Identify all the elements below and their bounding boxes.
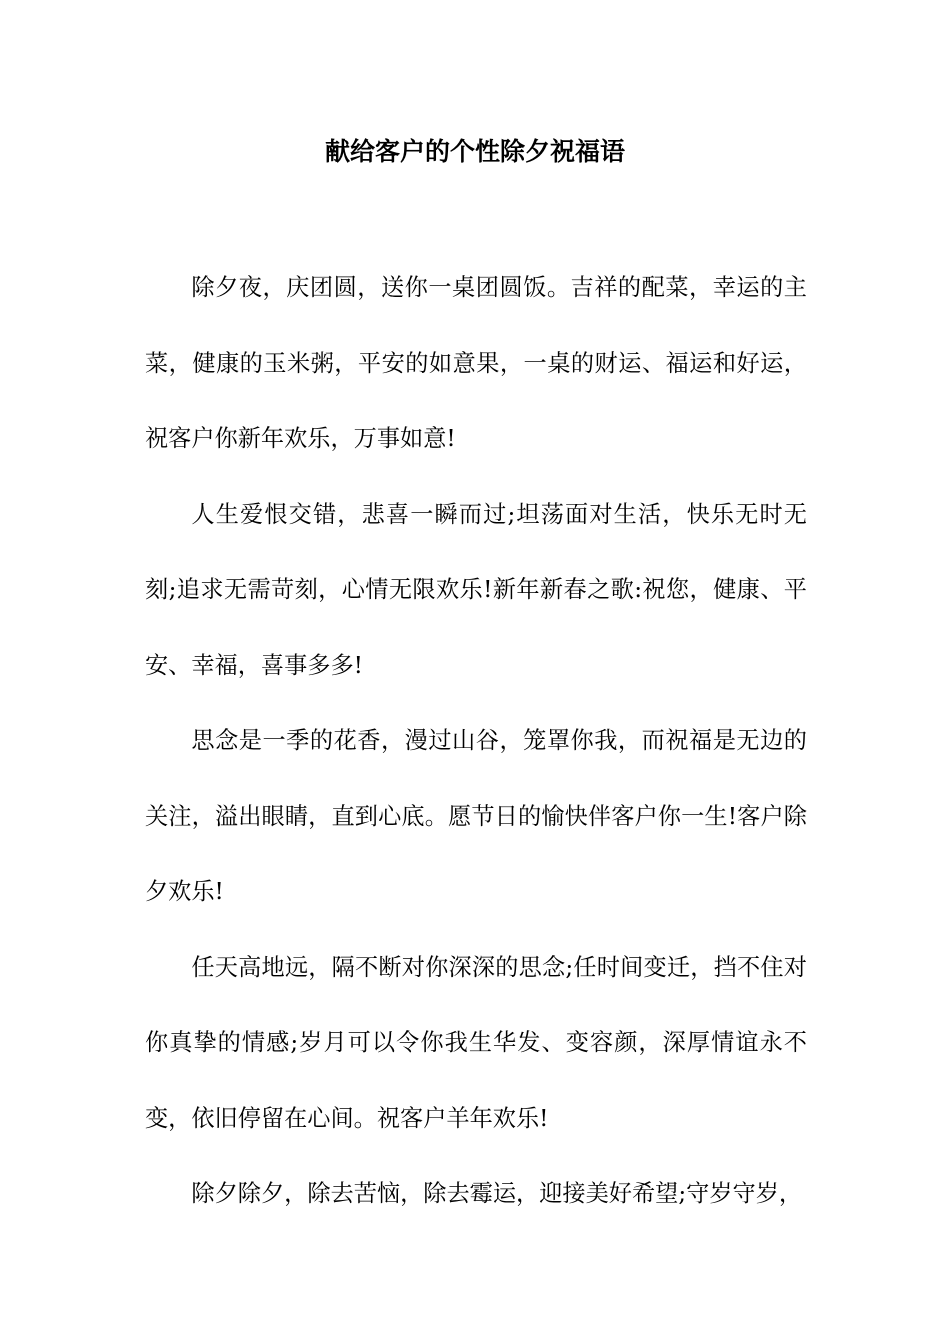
paragraph-3: 思念是一季的花香，漫过山谷，笼罩你我，而祝福是无边的关注，溢出眼睛，直到心底。愿节日的愉快伴客户你一生!客户除夕欢乐!	[145, 727, 807, 905]
document-title: 献给客户的个性除夕祝福语	[324, 137, 625, 166]
paragraph-1: 除夕夜，庆团圆，送你一桌团圆饭。吉祥的配菜，幸运的主菜，健康的玉米粥，平安的如意果，一桌的财运、福运和好运，祝客户你新年欢乐，万事如意!	[145, 274, 807, 452]
paragraph-5: 除夕除夕，除去苦恼，除去霉运，迎接美好希望;守岁守岁，	[191, 1180, 803, 1207]
paragraph-2: 人生爱恨交错，悲喜一瞬而过;坦荡面对生活，快乐无时无刻;追求无需苛刻，心情无限欢乐!新年新春之歌:祝您，健康、平安、幸福，喜事多多!	[145, 500, 807, 679]
paragraph-4: 任天高地远，隔不断对你深深的思念;任时间变迁，挡不住对你真挚的情感;岁月可以令你我生华发、变容颜，深厚情谊永不变，依旧停留在心间。祝客户羊年欢乐!	[145, 953, 807, 1132]
document-body	[145, 250, 807, 1232]
